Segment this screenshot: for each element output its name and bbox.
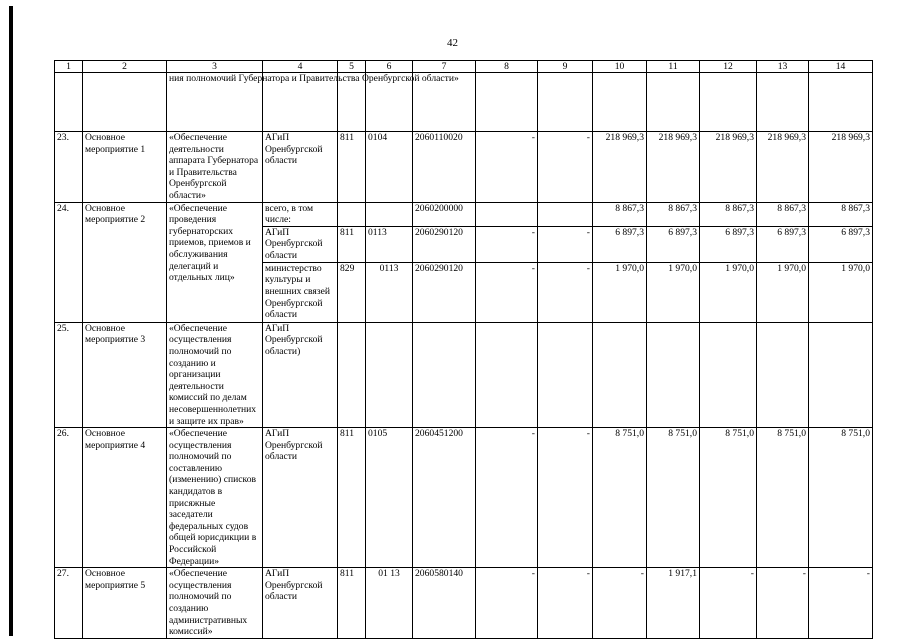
cell-c12: 8 751,0: [700, 428, 757, 568]
cell-c11: 6 897,3: [647, 226, 700, 262]
col-number: 7: [413, 61, 476, 73]
cell-name: ния полномочий Губернатора и Правительства Оренбургской области»: [167, 73, 263, 132]
table-row: [55, 428, 873, 568]
table-row: [55, 202, 873, 226]
cell-name: «Обеспечение осуществления полномочий по созданию административных комиссий»: [167, 568, 263, 639]
cell-c10: 8 751,0: [593, 428, 647, 568]
cell-c10: 6 897,3: [593, 226, 647, 262]
cell-executor: министерство культуры и внешних связей Оренбургской области: [263, 262, 338, 322]
cell-c14: 8 867,3: [809, 202, 873, 226]
cell-executor: АГиП Оренбургской области: [263, 226, 338, 262]
col-number: 5: [338, 61, 366, 73]
col-number: 2: [83, 61, 167, 73]
cell-type: Основное мероприятие 4: [83, 428, 167, 568]
cell-c11: 1 970,0: [647, 262, 700, 322]
cell-c9: -: [538, 568, 593, 639]
column-number-row: [55, 61, 873, 73]
cell-type: Основное мероприятие 2: [83, 202, 167, 322]
col-number: 12: [700, 61, 757, 73]
cell-c13: -: [757, 568, 809, 639]
cell-c6: 0113: [366, 262, 413, 322]
cell-c9: -: [538, 132, 593, 203]
col-number: 8: [476, 61, 538, 73]
binding-edge: [9, 6, 13, 636]
cell-c10: 1 970,0: [593, 262, 647, 322]
cell-c13: 218 969,3: [757, 132, 809, 203]
cell-type: Основное мероприятие 5: [83, 568, 167, 639]
cell-c12: 8 867,3: [700, 202, 757, 226]
cell-type: Основное мероприятие 1: [83, 132, 167, 203]
col-number: 6: [366, 61, 413, 73]
cell-c7: 2060290120: [413, 262, 476, 322]
cell-c10: 218 969,3: [593, 132, 647, 203]
cell-type: Основное мероприятие 3: [83, 322, 167, 427]
cell-c6: [366, 202, 413, 226]
cell-c8: -: [476, 428, 538, 568]
cell-index: 26.: [55, 428, 83, 568]
cell-name: «Обеспечение осуществления полномочий по составлению (изменению) списков кандидатов в присяжные заседатели федеральных судов общей юрисдикции в Российской Федерации»: [167, 428, 263, 568]
cell-executor: АГиП Оренбургской области: [263, 568, 338, 639]
cell-c10: 8 867,3: [593, 202, 647, 226]
cell-c6: 0113: [366, 226, 413, 262]
cell-index: 24.: [55, 202, 83, 322]
page-number: 42: [447, 37, 458, 49]
cell-c13: 6 897,3: [757, 226, 809, 262]
cell-name: «Обеспечение деятельности аппарата Губернатора и Правительства Оренбургской области»: [167, 132, 263, 203]
cell-c14: 218 969,3: [809, 132, 873, 203]
table-row-continuation: [55, 73, 873, 132]
cell-c5: 811: [338, 428, 366, 568]
cell-c13: 8 751,0: [757, 428, 809, 568]
cell-index: 23.: [55, 132, 83, 203]
cell-c14: -: [809, 568, 873, 639]
cell-c14: 8 751,0: [809, 428, 873, 568]
col-number: 10: [593, 61, 647, 73]
cell-c9: -: [538, 226, 593, 262]
col-number: 4: [263, 61, 338, 73]
cell-c12: 1 970,0: [700, 262, 757, 322]
cell-c6: 0105: [366, 428, 413, 568]
table-row: [55, 132, 873, 203]
cell-c5: 811: [338, 226, 366, 262]
col-number: 14: [809, 61, 873, 73]
cell-c7: 2060451200: [413, 428, 476, 568]
cell-name: «Обеспечение проведения губернаторских приемов, приемов и обслуживания делегаций и отдельных лиц»: [167, 202, 263, 322]
cell-c13: 8 867,3: [757, 202, 809, 226]
cell-c12: -: [700, 568, 757, 639]
cell-c14: 6 897,3: [809, 226, 873, 262]
cell-c7: 2060580140: [413, 568, 476, 639]
cell-c7: 2060290120: [413, 226, 476, 262]
cell-c9: -: [538, 262, 593, 322]
col-number: 1: [55, 61, 83, 73]
cell-c11: 8 867,3: [647, 202, 700, 226]
cell-index: 25.: [55, 322, 83, 427]
cell-c8: -: [476, 132, 538, 203]
budget-table: [54, 60, 873, 639]
cell-c8: -: [476, 568, 538, 639]
col-number: 13: [757, 61, 809, 73]
cell-executor: АГиП Оренбургской области): [263, 322, 338, 427]
col-number: 11: [647, 61, 700, 73]
cell-name: «Обеспечение осуществления полномочий по созданию и организации деятельности комиссий по делам несовершеннолетних и защите их прав»: [167, 322, 263, 427]
cell-c8: [476, 202, 538, 226]
cell-c12: 218 969,3: [700, 132, 757, 203]
cell-c12: 6 897,3: [700, 226, 757, 262]
cell-c9: [538, 202, 593, 226]
col-number: 3: [167, 61, 263, 73]
cell-c7: 2060110020: [413, 132, 476, 203]
table-row: [55, 322, 873, 427]
cell-c5: 811: [338, 132, 366, 203]
cell-c8: -: [476, 226, 538, 262]
cell-c9: -: [538, 428, 593, 568]
cell-executor: АГиП Оренбургской области: [263, 132, 338, 203]
cell-c10: -: [593, 568, 647, 639]
cell-c11: 8 751,0: [647, 428, 700, 568]
cell-c14: 1 970,0: [809, 262, 873, 322]
table-row: [55, 568, 873, 639]
cell-c5: [338, 202, 366, 226]
cell-index: 27.: [55, 568, 83, 639]
cell-executor: АГиП Оренбургской области: [263, 428, 338, 568]
col-number: 9: [538, 61, 593, 73]
cell-c6: 01 13: [366, 568, 413, 639]
cell-c11: 1 917,1: [647, 568, 700, 639]
cell-executor: всего, в том числе:: [263, 202, 338, 226]
cell-c8: -: [476, 262, 538, 322]
cell-c13: 1 970,0: [757, 262, 809, 322]
cell-c5: 829: [338, 262, 366, 322]
cell-c7: 2060200000: [413, 202, 476, 226]
cell-c6: 0104: [366, 132, 413, 203]
cell-c5: 811: [338, 568, 366, 639]
cell-c11: 218 969,3: [647, 132, 700, 203]
